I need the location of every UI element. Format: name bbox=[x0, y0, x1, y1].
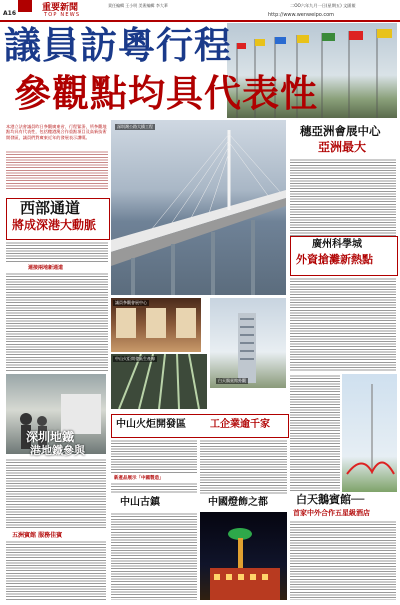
intro-text: 本港立法會議員昨日參觀廣東省，行程緊湊，所參觀地點均具有代表性，包括穗港澳合作重點項目及高新技術開發區，議員們對廣東近年的發展表示讚嘆。 bbox=[6, 124, 107, 140]
old-town-title: 中山古鎮 bbox=[120, 497, 160, 508]
zhongshan-body-3 bbox=[200, 439, 287, 494]
zhongshan-subhead: 新產品展示「中國製造」 bbox=[114, 476, 164, 481]
expo-hall-photo bbox=[111, 298, 201, 352]
bridge-photo-caption: 深圳灣公路大橋工程 bbox=[117, 124, 153, 129]
section-title: 重要新聞 bbox=[42, 3, 79, 13]
masthead-rule bbox=[0, 20, 400, 22]
hotel-tower-caption: 白天鵝賓館外觀 bbox=[218, 378, 246, 383]
expo-hall-caption: 議員參觀會展中心 bbox=[115, 300, 147, 305]
editor-credits: 責任編輯 王小明 美術編輯 李大華 bbox=[108, 3, 168, 8]
white-swan-title: 白天鵝賓館── bbox=[296, 493, 365, 506]
bridge-photo bbox=[111, 120, 286, 295]
zhongshan-subtitle: 工企業逾千家 bbox=[210, 419, 270, 430]
website-url[interactable]: http://www.wenweipo.com bbox=[268, 12, 335, 18]
old-town-subtitle: 中國燈飾之都 bbox=[208, 497, 268, 508]
lantern-tower-photo bbox=[200, 512, 287, 600]
white-swan-subtitle: 首家中外合作五星級酒店 bbox=[293, 508, 370, 517]
cable-bridge-graphic bbox=[111, 120, 286, 295]
metro-title: 深圳地鐵 bbox=[26, 430, 75, 444]
metro-body-2 bbox=[6, 540, 106, 600]
hall-interior-graphic bbox=[111, 298, 201, 352]
white-swan-body bbox=[290, 520, 396, 600]
factory-line-caption: 中山火炬開發區生產線 bbox=[115, 356, 155, 361]
west-corridor-body-1 bbox=[6, 241, 108, 263]
metro-body bbox=[6, 458, 106, 528]
west-corridor-title: 西部通道 bbox=[20, 199, 81, 217]
west-corridor-subhead: 連接兩地新通道 bbox=[28, 265, 64, 271]
production-line-graphic bbox=[111, 354, 207, 409]
edition-date: 二OO六年九月一日(星期五) 文匯報 bbox=[290, 3, 356, 8]
science-city-body bbox=[290, 277, 396, 372]
canton-expo-subtitle: 亞洲最大 bbox=[318, 140, 367, 154]
old-town-body bbox=[111, 512, 197, 600]
science-city-subtitle: 外資搶灘新熱點 bbox=[296, 253, 373, 266]
canton-expo-title: 穗亞洲會展中心 bbox=[300, 124, 381, 138]
zhongshan-body-1 bbox=[111, 439, 197, 473]
sub-headline: 參觀點均具代表性 bbox=[14, 71, 318, 115]
factory-line-photo bbox=[111, 354, 207, 409]
science-city-title: 廣州科學城 bbox=[312, 239, 362, 250]
west-corridor-subtitle: 將成深港大動脈 bbox=[12, 218, 97, 232]
tower-graphic bbox=[210, 298, 286, 388]
metro-subtitle: 港地鐵參與 bbox=[30, 444, 85, 457]
section-title-en: TOP NEWS bbox=[44, 12, 81, 18]
section-badge bbox=[18, 0, 32, 12]
hotel-tower-photo bbox=[210, 298, 286, 388]
canton-expo-body bbox=[290, 158, 396, 236]
zhongshan-title: 中山火炬開發區 bbox=[116, 419, 186, 430]
metro-subhead: 五洲賓館 服務佳賓 bbox=[12, 532, 63, 539]
zhongshan-body-2 bbox=[111, 482, 197, 494]
spire-sculpture-graphic bbox=[342, 374, 397, 492]
page-number: A16 bbox=[3, 10, 16, 17]
main-headline: 議員訪粵行程 bbox=[4, 23, 232, 67]
west-corridor-body-2 bbox=[6, 272, 108, 372]
intro-text-lines bbox=[6, 150, 108, 190]
sculpture-photo bbox=[342, 374, 397, 492]
lit-tower-graphic bbox=[200, 512, 287, 600]
right-col-body-1 bbox=[290, 374, 340, 492]
